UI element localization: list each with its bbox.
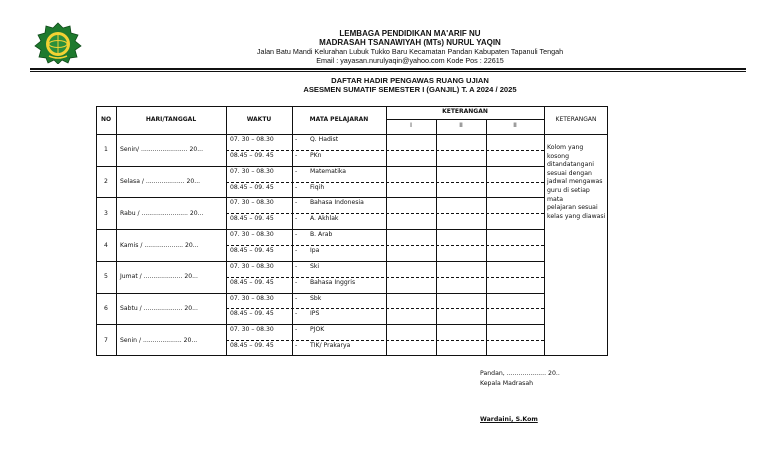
row-time-2: 08.45 – 09. 45	[230, 247, 274, 254]
header-notes: KETERANGAN	[555, 116, 597, 123]
header-no: NO	[100, 116, 112, 123]
row-subject-1: Bahasa Indonesia	[310, 199, 364, 207]
row-subject-dash: -	[295, 294, 298, 302]
row-day-date: Rabu / ........................ 20...	[120, 209, 204, 217]
row-day-date: Selasa / .................... 20...	[120, 178, 201, 186]
header-day: HARI/TANGGAL	[145, 116, 197, 123]
school-contact: Email : yayasan.nurulyaqin@yahoo.com Kode Pos : 22615	[316, 56, 504, 65]
row-subject-1: Q. Hadist	[310, 136, 339, 143]
header-time: WAKTU	[246, 116, 272, 123]
document-subtitle: ASESMEN SUMATIF SEMESTER I (GANJIL) T. A 2024 / 2025	[303, 85, 517, 94]
row-subject-dash: -	[295, 167, 298, 175]
document-title: DAFTAR HADIR PENGAWAS RUANG UJIAN	[331, 76, 489, 85]
row-subject-1: Sbk	[310, 294, 322, 302]
row-time-2: 08.45 – 09. 45	[230, 342, 274, 350]
note-line: guru di setiap mata	[547, 186, 590, 203]
table-subheader-line	[386, 119, 544, 120]
table-row-line	[96, 261, 544, 262]
notes-cell	[547, 144, 607, 221]
table-column-line	[544, 106, 545, 356]
row-subject-dash: -	[295, 310, 298, 318]
note-line: ditandatangani	[547, 161, 595, 169]
row-subject-2: TIK/ Prakarya	[310, 342, 351, 350]
row-subject-2: Ipa	[310, 247, 320, 254]
row-subject-2: A. Akhlak	[310, 215, 339, 223]
institution-name: LEMBAGA PENDIDIKAN MA'ARIF NU	[339, 29, 481, 38]
row-time-1: 07. 30 – 08.30	[230, 136, 274, 143]
header-subject: MATA PELAJARAN	[309, 116, 369, 123]
header-sub-3: II	[513, 122, 517, 129]
note-line: kelas yang diawasi	[547, 212, 606, 220]
row-time-1: 07. 30 – 08.30	[230, 167, 274, 175]
table-column-line	[607, 106, 608, 356]
row-subject-dash: -	[295, 199, 298, 207]
row-day-date: Sabtu / .................... 20...	[120, 304, 198, 312]
row-day-date: Senin / .................... 20...	[120, 336, 198, 344]
row-time-2: 08.45 – 09. 45	[230, 215, 274, 223]
row-time-2: 08.45 – 09. 45	[230, 183, 274, 191]
table-column-line	[292, 106, 293, 356]
row-time-1: 07. 30 – 08.30	[230, 262, 274, 270]
header-divider-thin	[30, 71, 746, 72]
row-number: 5	[104, 273, 108, 281]
row-subject-dash: -	[295, 247, 298, 254]
row-number: 7	[104, 336, 108, 344]
row-subject-1: B. Arab	[310, 231, 333, 239]
row-number: 2	[104, 178, 108, 186]
table-column-line	[486, 119, 487, 356]
row-number: 3	[104, 209, 108, 217]
row-subject-dash: -	[295, 215, 298, 223]
table-column-line	[96, 106, 97, 356]
header-sub-1: I	[410, 122, 412, 129]
header-sub-2: II	[459, 122, 463, 129]
row-time-1: 07. 30 – 08.30	[230, 326, 274, 334]
signature-role: Kepala Madrasah	[480, 380, 534, 387]
note-line: pelajaran sesuai	[547, 204, 598, 212]
madrasah-logo-icon	[32, 22, 84, 64]
table-border-top	[96, 106, 608, 107]
row-time-1: 07. 30 – 08.30	[230, 294, 274, 302]
row-time-1: 07. 30 – 08.30	[230, 231, 274, 239]
attendance-table	[96, 106, 608, 356]
table-header-line	[96, 134, 608, 135]
note-line: sesuai dengan	[547, 169, 592, 177]
school-address: Jalan Batu Mandi Kelurahan Lubuk Tukko Baru Kecamatan Pandan Kabupaten Tapanuli Tengah	[256, 47, 564, 56]
row-time-1: 07. 30 – 08.30	[230, 199, 274, 207]
row-subject-2: PKn	[310, 151, 322, 159]
row-day-date: Kamis / .................... 20...	[120, 241, 199, 249]
row-subject-dash: -	[295, 342, 298, 350]
row-subject-1: PJOK	[310, 326, 325, 334]
row-subject-dash: -	[295, 183, 298, 191]
header-keterangan-group: KETERANGAN	[442, 108, 488, 115]
table-column-line	[436, 119, 437, 356]
row-subject-2: Bahasa Inggris	[310, 278, 356, 286]
row-subject-dash: -	[295, 326, 298, 334]
row-subject-2: Fiqih	[310, 183, 325, 191]
school-name: MADRASAH TSANAWIYAH (MTs) NURUL YAQIN	[319, 38, 501, 47]
table-column-line	[386, 106, 387, 356]
note-line: Kolom yang kosong	[547, 144, 584, 160]
row-time-2: 08.45 – 09. 45	[230, 310, 274, 318]
row-subject-dash: -	[295, 136, 298, 143]
row-subject-dash: -	[295, 151, 298, 159]
row-number: 4	[104, 241, 108, 249]
row-subject-dash: -	[295, 262, 298, 270]
row-number: 1	[104, 146, 108, 154]
signature-name: Wardaini, S.Kom	[480, 416, 538, 423]
row-day-date: Senin/ ........................ 20...	[120, 146, 204, 154]
row-day-date: Jumat / .................... 20...	[120, 273, 198, 281]
header-divider	[30, 68, 746, 70]
table-column-line	[116, 106, 117, 356]
signature-place-date: Pandan, .................... 20..	[480, 370, 560, 377]
note-line: jadwal mengawas	[547, 178, 603, 186]
row-time-2: 08.45 – 09. 45	[230, 151, 274, 159]
table-border-bottom	[96, 355, 608, 356]
row-subject-1: Ski	[310, 262, 320, 270]
row-subject-dash: -	[295, 278, 298, 286]
table-column-line	[226, 106, 227, 356]
row-subject-1: Matematika	[310, 167, 347, 175]
row-subject-2: IPS	[310, 310, 320, 318]
row-time-2: 08.45 – 09. 45	[230, 278, 274, 286]
row-subject-dash: -	[295, 231, 298, 239]
row-number: 6	[104, 304, 108, 312]
